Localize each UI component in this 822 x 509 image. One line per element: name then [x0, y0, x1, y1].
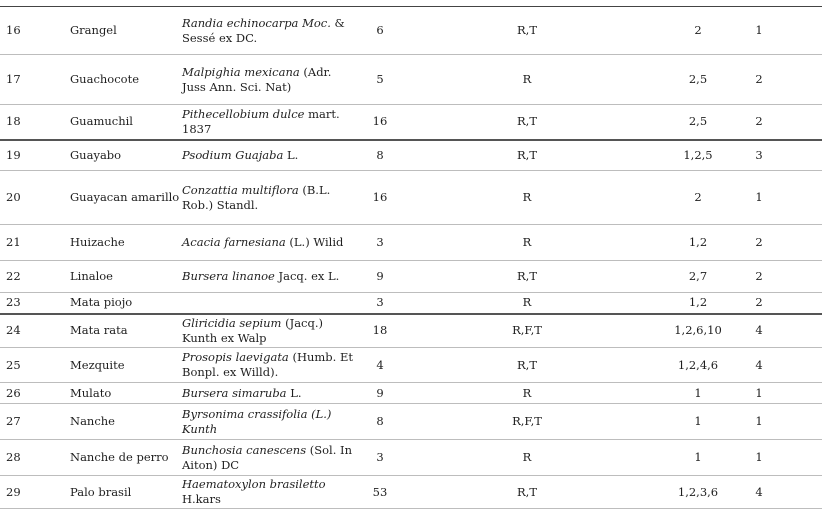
use-type: R — [522, 295, 532, 310]
scientific-name — [182, 476, 364, 509]
plant-part: 1,2 — [688, 295, 708, 310]
frequency: 1 — [755, 190, 763, 204]
common-name: Mulato — [70, 385, 112, 400]
frequency: 2 — [755, 72, 763, 86]
count: 9 — [376, 385, 384, 400]
use-type: R,T — [517, 147, 537, 162]
plant-part: 1,2 — [688, 235, 708, 249]
row-number: 27 — [6, 414, 21, 428]
common-name: Guayabo — [70, 147, 122, 162]
row-number: 29 — [6, 484, 21, 499]
use-type: R,T — [517, 23, 537, 37]
row-number: 16 — [6, 23, 21, 37]
row-number: 25 — [6, 357, 21, 372]
use-type: R — [522, 72, 532, 86]
scientific-name-author: (Adr. Juss Ann. Sci. Nat) — [182, 64, 332, 94]
plant-part: 1,2,4,6 — [677, 357, 719, 372]
scientific-name-italic: Psodium Guajaba — [182, 147, 284, 162]
frequency: 2 — [755, 114, 763, 129]
common-name: Guamuchil — [70, 114, 133, 129]
common-name: Guayacan amarillo — [70, 190, 180, 204]
row-number: 18 — [6, 114, 21, 129]
scientific-name — [182, 171, 364, 225]
use-type: R,F,T — [512, 323, 542, 338]
plant-part: 1,2,5 — [683, 147, 713, 162]
plant-part: 2 — [694, 190, 702, 204]
frequency: 2 — [755, 295, 763, 310]
table-row — [0, 140, 822, 171]
table-row — [0, 383, 822, 404]
scientific-name-author: Jacq. ex L. — [274, 269, 340, 283]
frequency: 1 — [755, 385, 763, 400]
use-type: R,F,T — [512, 414, 542, 428]
common-name: Palo brasil — [70, 484, 132, 499]
table-row — [0, 55, 822, 105]
table-row — [0, 404, 822, 440]
row-number: 24 — [6, 323, 21, 338]
scientific-name-italic: Conzattia multiflora — [182, 182, 299, 197]
table-row — [0, 440, 822, 476]
use-type: R,T — [517, 269, 537, 283]
use-type: R — [522, 190, 532, 204]
common-name: Guachocote — [70, 72, 140, 86]
row-number: 20 — [6, 190, 21, 204]
frequency: 3 — [755, 147, 763, 162]
count: 3 — [376, 235, 384, 249]
count: 9 — [376, 269, 384, 283]
scientific-name — [182, 140, 364, 171]
frequency: 1 — [755, 414, 763, 428]
count: 16 — [372, 114, 388, 129]
plant-part: 2 — [694, 23, 702, 37]
count: 4 — [376, 357, 384, 372]
scientific-name-italic: Bursera simaruba — [182, 385, 287, 400]
scientific-name-italic: Haematoxylon brasiletto — [182, 477, 326, 491]
scientific-name-author: (L.) Wilid — [285, 235, 344, 249]
count: 18 — [372, 323, 388, 338]
scientific-name-author: (Sol. In Aiton) DC — [182, 442, 352, 472]
scientific-name-author: L. — [286, 385, 302, 400]
use-type: R,T — [517, 484, 537, 499]
row-number: 19 — [6, 147, 21, 162]
scientific-name-author: (Jacq.) Kunth ex Walp — [182, 315, 324, 345]
scientific-name — [182, 314, 364, 348]
count: 3 — [376, 450, 384, 464]
table-row — [0, 293, 822, 314]
common-name: Nanche — [70, 414, 115, 428]
frequency: 4 — [755, 323, 763, 338]
scientific-name-italic: Prosopis laevigata — [182, 350, 289, 364]
common-name: Mata piojo — [70, 295, 133, 310]
common-name: Mezquite — [70, 357, 125, 372]
frequency: 2 — [755, 235, 763, 249]
count: 16 — [372, 190, 388, 204]
plant-part: 1 — [694, 414, 702, 428]
plant-part: 2,7 — [688, 269, 708, 283]
scientific-name-author: H.kars — [182, 492, 221, 506]
scientific-name — [182, 383, 364, 404]
scientific-name — [182, 225, 364, 261]
table-row — [0, 314, 822, 348]
common-name: Nanche de perro — [70, 450, 169, 464]
scientific-name-italic: Bunchosia canescens — [182, 442, 307, 457]
frequency: 1 — [755, 450, 763, 464]
table-row — [0, 261, 822, 293]
use-type: R — [522, 450, 532, 464]
common-name: Huizache — [70, 235, 125, 249]
row-number: 26 — [6, 385, 21, 400]
plant-part: 2,5 — [688, 114, 708, 129]
common-name: Mata rata — [70, 323, 128, 338]
count: 5 — [376, 72, 384, 86]
row-number: 22 — [6, 269, 21, 283]
scientific-name-italic: Bursera linanoe — [182, 269, 275, 283]
scientific-name-author: mart. 1837 — [182, 106, 340, 136]
row-number: 21 — [6, 235, 21, 249]
use-type: R — [522, 235, 532, 249]
count: 53 — [372, 484, 388, 499]
scientific-name-italic: Malpighia mexicana — [182, 64, 300, 79]
scientific-name-author: (Humb. Et Bonpl. ex Willd). — [182, 350, 353, 379]
scientific-name-author: & Sessé ex DC. — [182, 15, 345, 45]
count: 8 — [376, 414, 384, 428]
frequency: 1 — [755, 23, 763, 37]
scientific-name — [182, 440, 364, 476]
table-row — [0, 105, 822, 140]
use-type: R,T — [517, 114, 537, 129]
count: 6 — [376, 23, 384, 37]
use-type: R,T — [517, 357, 537, 372]
plant-part: 1,2,6,10 — [674, 323, 722, 338]
scientific-name — [182, 404, 364, 440]
scientific-name-author: (B.L. Rob.) Standl. — [182, 182, 331, 212]
scientific-name-author: L. — [283, 147, 299, 162]
table-row — [0, 476, 822, 509]
scientific-name — [182, 261, 364, 293]
common-name: Linaloe — [70, 269, 113, 283]
row-number: 23 — [6, 295, 21, 310]
scientific-name — [182, 105, 364, 140]
plant-part: 2,5 — [688, 72, 708, 86]
scientific-name-italic: Acacia farnesiana — [182, 235, 286, 249]
plant-part: 1 — [694, 385, 702, 400]
scientific-name-italic: Pithecellobium dulce — [182, 106, 305, 121]
count: 8 — [376, 147, 384, 162]
plant-part: 1,2,3,6 — [677, 484, 719, 499]
table-row — [0, 171, 822, 225]
scientific-name-italic: Randia echinocarpa Moc. — [182, 15, 331, 30]
frequency: 4 — [755, 357, 763, 372]
scientific-name — [182, 348, 364, 383]
table-row — [0, 225, 822, 261]
scientific-name — [182, 7, 364, 55]
scientific-name-italic: Gliricidia sepium — [182, 315, 282, 330]
common-name: Grangel — [70, 23, 117, 37]
scientific-name — [182, 293, 364, 314]
row-number: 17 — [6, 72, 21, 86]
frequency: 4 — [755, 484, 763, 499]
table-row — [0, 348, 822, 383]
count: 3 — [376, 295, 384, 310]
species-table — [0, 6, 822, 509]
scientific-name-italic: Byrsonima crassifolia (L.) Kunth — [182, 406, 332, 436]
frequency: 2 — [755, 269, 763, 283]
plant-part: 1 — [694, 450, 702, 464]
scientific-name — [182, 55, 364, 105]
table-row — [0, 7, 822, 55]
use-type: R — [522, 385, 532, 400]
row-number: 28 — [6, 450, 21, 464]
